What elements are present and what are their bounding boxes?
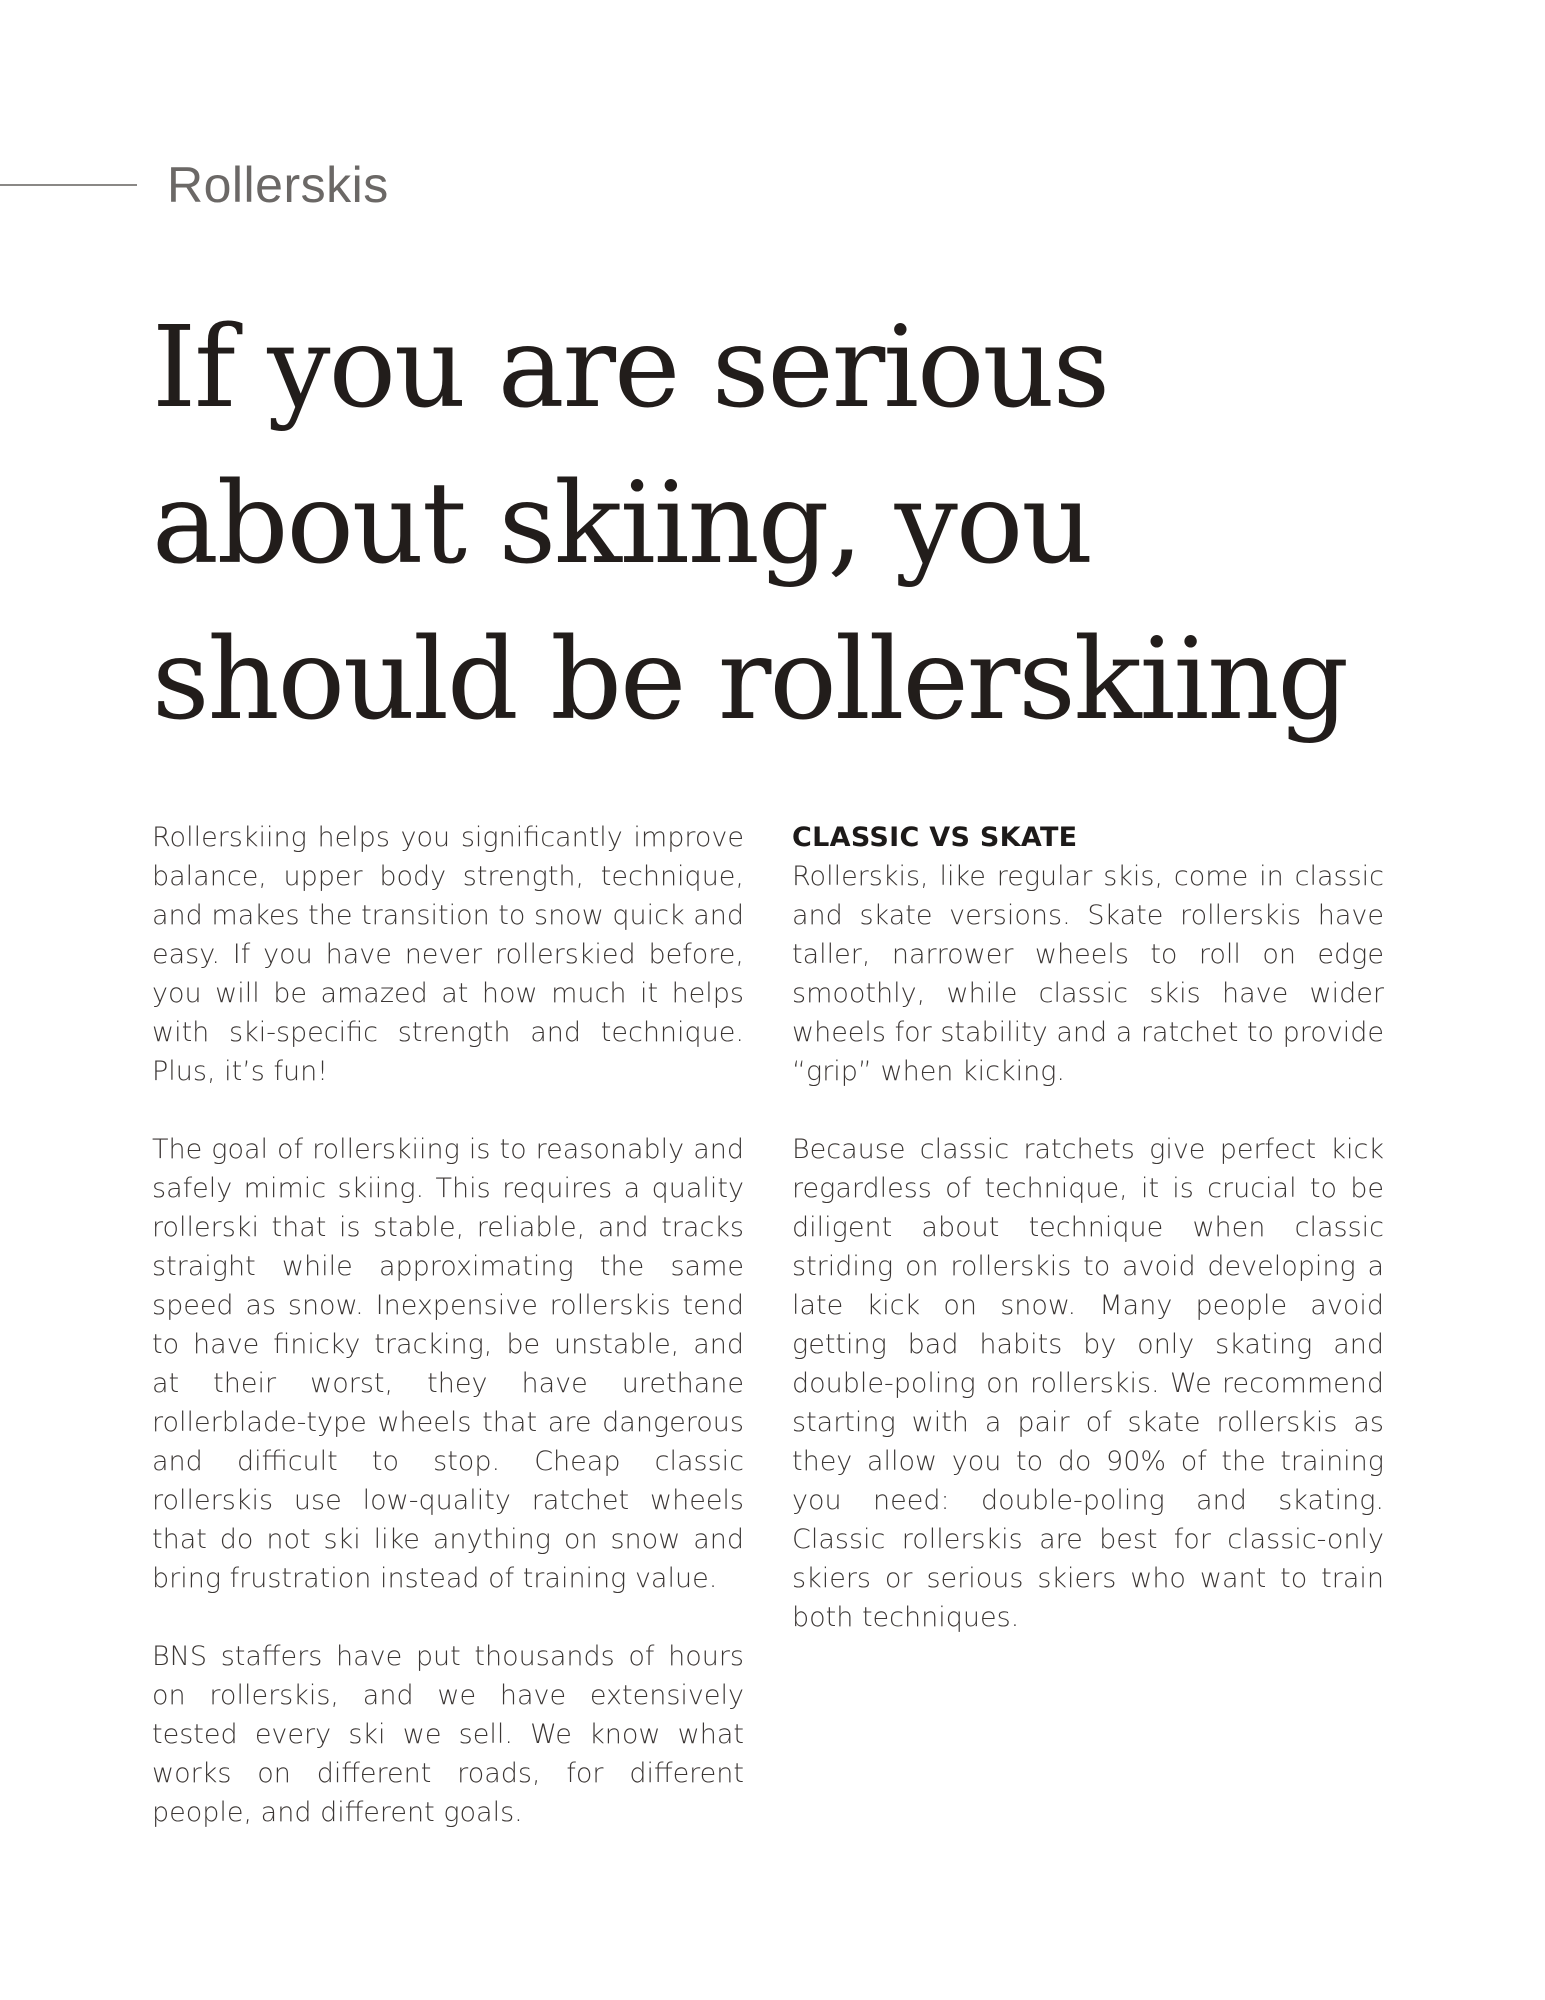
intro-paragraph: Rollerskiing helps you significantly improve balance, upper body strength, technique, and makes the transition to snow quick and easy. If you have never rollerskied before, you will be amazed at how much it helps with ski-specific strength and technique. Plus, it’s fun! [152, 822, 744, 1087]
goal-paragraph: The goal of rollerskiing is to reasonably and safely mimic skiing. This requires a quality rollerski that is stable, reliable, and tracks straight while approximating the same speed as snow. Inexpensive rollerskis tend to have finicky tracking, be unstable, and at their worst, they have urethane rollerblade-type wheels that are dangerous and difficult to stop. Cheap classic rollerskis use low-quality ratchet wheels that do not ski like anything on snow and bring frustration instead of training value. [152, 1134, 744, 1594]
section-header [0, 150, 389, 220]
versions-paragraph: Rollerskis, like regular skis, come in classic and skate versions. Skate rollerskis have taller, narrower wheels to roll on edge smoothly, while classic skis have wider wheels for stability and a ratchet to provide “grip” when kicking. [792, 861, 1384, 1087]
article-headline: If you are serious about skiing, you should be rollerskiing [152, 303, 1348, 745]
classic-vs-skate-heading: CLASSIC VS SKATE [792, 822, 1078, 853]
left-column [152, 818, 744, 1871]
staff-paragraph: BNS staffers have put thousands of hours on rollerskis, and we have extensively tested every ski we sell. We know what works on different roads, for different people, and different goals. [152, 1641, 744, 1828]
technique-paragraph: Because classic ratchets give perfect kick regardless of technique, it is crucial to be diligent about technique when classic striding on rollerskis to avoid developing a late kick on snow. Many people avoid getting bad habits by only skating and double-poling on rollerskis. We recommend starting with a pair of skate rollerskis as they allow you to do 90% of the training you need: double-poling and skating. Classic rollerskis are best for classic-only skiers or serious skiers who want to train both techniques. [792, 1134, 1384, 1633]
section-divider [0, 184, 137, 186]
right-column [792, 818, 1384, 1676]
section-label: Rollerskis [167, 157, 389, 213]
